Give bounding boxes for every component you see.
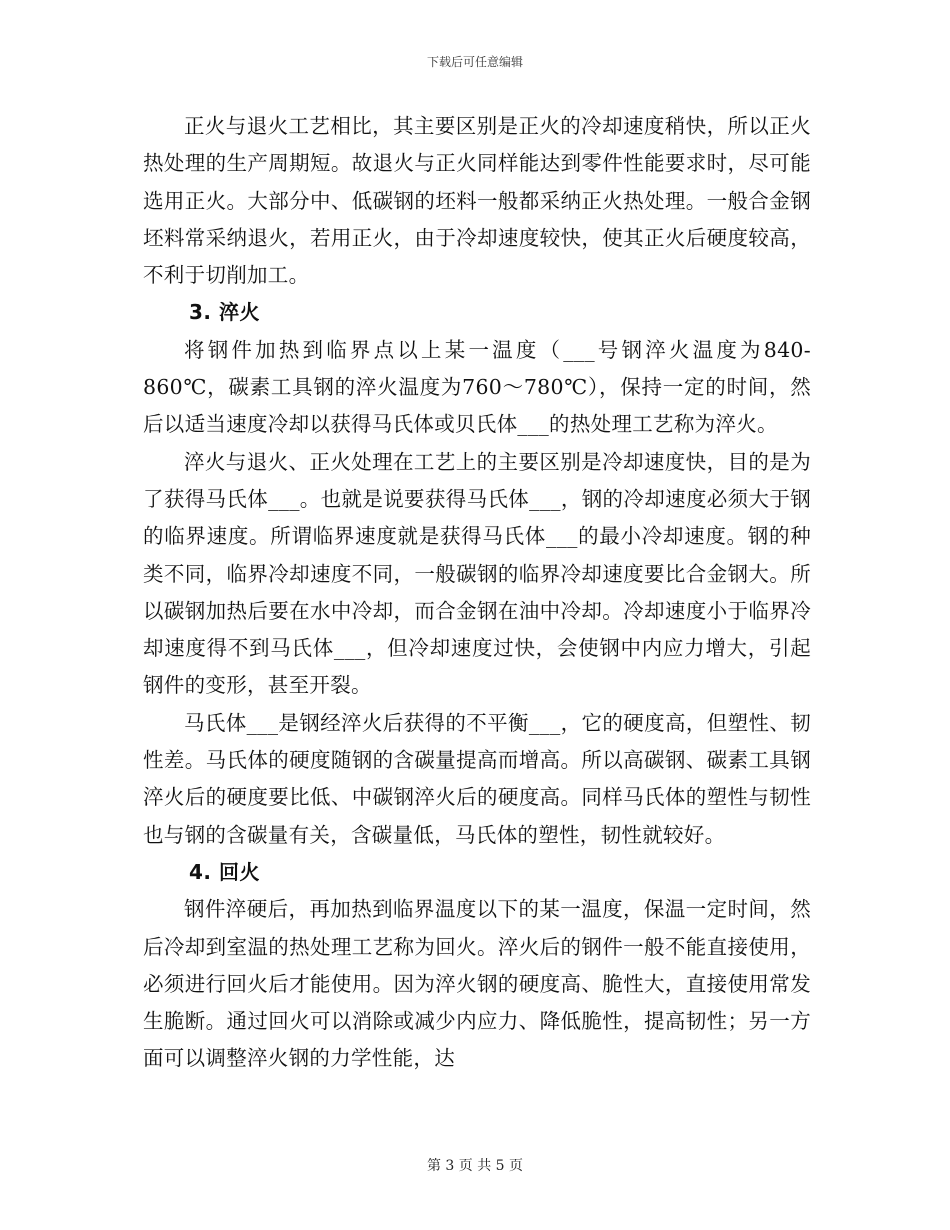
section-heading-tempering: 4. 回火 bbox=[189, 859, 260, 884]
section-heading-quenching: 3. 淬火 bbox=[189, 300, 260, 325]
paragraph-martensite-properties: 马氏体___是钢经淬火后获得的不平衡___，它的硬度高，但塑性、韧性差。马氏体的硬度随钢的含碳量提高而增高。所以高碳钢、碳素工具钢淬火后的硬度要比低、中碳钢淬火后的硬度高。同样马氏体的塑性与韧性也与钢的含碳量有关，含碳量低，马氏体的塑性，韧性就较好。 bbox=[143, 710, 811, 847]
document-body bbox=[143, 108, 811, 1078]
paragraph-normalizing-vs-annealing: 正火与退火工艺相比，其主要区别是正火的冷却速度稍快，所以正火热处理的生产周期短。故退火与正火同样能达到零件性能要求时，尽可能选用正火。大部分中、低碳钢的坯料一般都采纳正火热处理。一般合金钢坯料常采纳退火，若用正火，由于冷却速度较快，使其正火后硬度较高，不利于切削加工。 bbox=[143, 114, 811, 288]
page-footer: 第 3 页 共 5 页 bbox=[426, 1158, 524, 1174]
paragraph-quenching-cooling-rate: 淬火与退火、正火处理在工艺上的主要区别是冷却速度快，目的是为了获得马氏体___。也就是说要获得马氏体___，钢的冷却速度必须大于钢的临界速度。所谓临界速度就是获得马氏体___的最小冷却速度。钢的种类不同，临界冷却速度不同，一般碳钢的临界冷却速度要比合金钢大。所以碳钢加热后要在水中冷却，而合金钢在油中冷却。冷却速度小于临界冷却速度得不到马氏体___，但冷却速度过快，会使钢中内应力增大，引起钢件的变形，甚至开裂。 bbox=[143, 449, 811, 698]
paragraph-tempering-definition: 钢件淬硬后，再加热到临界温度以下的某一温度，保温一定时间，然后冷却到室温的热处理工艺称为回火。淬火后的钢件一般不能直接使用，必须进行回火后才能使用。因为淬火钢的硬度高、脆性大，直接使用常发生脆断。通过回火可以消除或减少内应力、降低脆性，提高韧性；另一方面可以调整淬火钢的力学性能，达 bbox=[143, 897, 811, 1071]
page-header: 下载后可任意编辑 bbox=[426, 55, 523, 69]
paragraph-quenching-definition: 将钢件加热到临界点以上某一温度（___号钢淬火温度为840-860℃，碳素工具钢的淬火温度为760～780℃），保持一定的时间，然后以适当速度冷却以获得马氏体或贝氏体___的热处理工艺称为淬火。 bbox=[143, 337, 811, 437]
